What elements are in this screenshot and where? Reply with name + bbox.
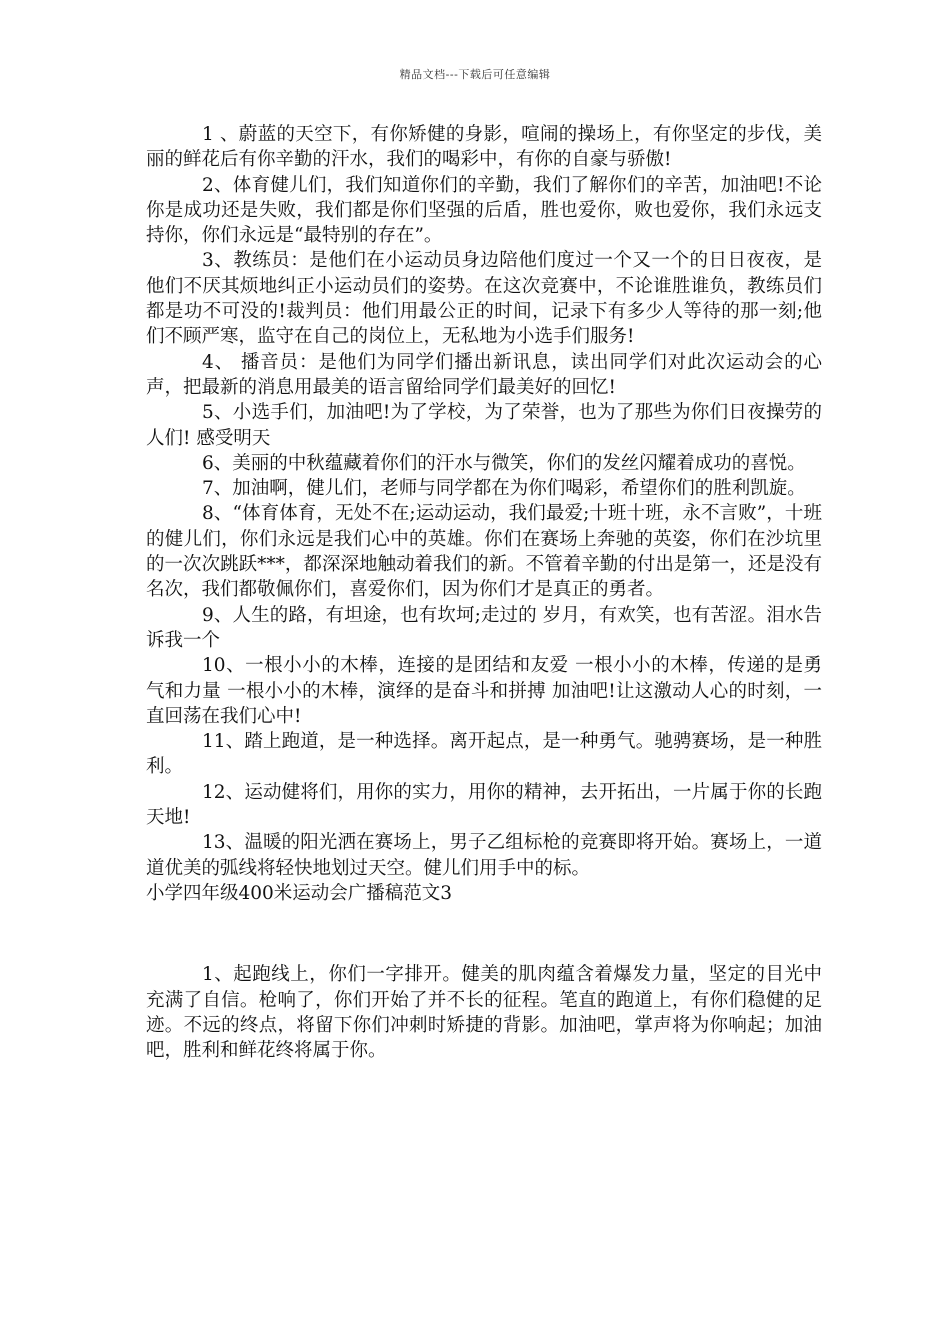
paragraph-8: 8、“体育体育，无处不在;运动运动，我们最爱;十班十班，永不言败”，十班的健儿们，你们永远是我们心中的英雄。你们在赛场上奔驰的英姿，你们在沙坑里的一次次跳跃***，都深深地触动着我们的新。不管着辛勤的付出是第一，还是没有名次，我们都敬佩你们，喜爱你们，因为你们才是真正的勇者。 bbox=[146, 503, 822, 601]
paragraph-s2-1: 1、起跑线上，你们一字排开。健美的肌肉蕴含着爆发力量，坚定的目光中充满了自信。枪响了，你们开始了并不长的征程。笔直的跑道上，有你们稳健的足迹。不远的终点，将留下你们冲刺时矫捷的背影。加油吧，掌声将为你响起；加油吧，胜利和鲜花终将属于你。 bbox=[146, 964, 822, 1062]
page-header: 精品文档---下载后可任意编辑 bbox=[399, 68, 551, 81]
paragraph-12: 12、运动健将们，用你的实力，用你的精神，去开拓出，一片属于你的长跑天地! bbox=[146, 781, 822, 829]
paragraph-1: 1 、蔚蓝的天空下，有你矫健的身影，喧闹的操场上，有你坚定的步伐，美丽的鲜花后有你辛勤的汗水，我们的喝彩中，有你的自豪与骄傲! bbox=[146, 124, 822, 171]
document-body bbox=[146, 122, 822, 1063]
section-title: 小学四年级400米运动会广播稿范文3 bbox=[146, 882, 453, 904]
paragraph-4: 4、 播音员：是他们为同学们播出新讯息，读出同学们对此次运动会的心声，把最新的消息用最美的语言留给同学们最美好的回忆! bbox=[146, 351, 822, 398]
paragraph-6: 6、美丽的中秋蕴藏着你们的汗水与微笑，你们的发丝闪耀着成功的喜悦。 bbox=[202, 452, 806, 474]
paragraph-7: 7、加油啊，健儿们，老师与同学都在为你们喝彩，希望你们的胜利凯旋。 bbox=[202, 478, 806, 500]
paragraph-11: 11、踏上跑道，是一种选择。离开起点，是一种勇气。驰骋赛场，是一种胜利。 bbox=[146, 731, 822, 778]
paragraph-13: 13、温暖的阳光洒在赛场上，男子乙组标枪的竞赛即将开始。赛场上，一道道优美的弧线将轻快地划过天空。健儿们用手中的标。 bbox=[146, 832, 822, 879]
section-gap bbox=[146, 906, 822, 962]
paragraph-3: 3、教练员：是他们在小运动员身边陪他们度过一个又一个的日日夜夜，是他们不厌其烦地纠正小运动员们的姿势。在这次竞赛中，不论谁胜谁负，教练员们都是功不可没的!裁判员：他们用最公正的时间，记录下有多少人等待的那一刻;他们不顾严寒，监守在自己的岗位上，无私地为小选手们服务! bbox=[146, 250, 822, 348]
paragraph-2: 2、体育健儿们，我们知道你们的辛勤，我们了解你们的辛苦，加油吧!不论你是成功还是失败，我们都是你们坚强的后盾，胜也爱你，败也爱你，我们永远支持你，你们永远是“最特别的存在”。 bbox=[146, 174, 822, 247]
paragraph-9: 9、人生的路，有坦途，也有坎坷;走过的 岁月，有欢笑，也有苦涩。泪水告诉我一个 bbox=[146, 604, 822, 651]
paragraph-5: 5、小选手们，加油吧!为了学校，为了荣誉，也为了那些为你们日夜操劳的人们! 感受明天 bbox=[146, 402, 822, 449]
paragraph-10: 10、一根小小的木棒，连接的是团结和友爱 一根小小的木棒，传递的是勇气和力量 一根小小的木棒，演绎的是奋斗和拼搏 加油吧!让这激动人心的时刻，一直回荡在我们心中! bbox=[146, 655, 822, 727]
